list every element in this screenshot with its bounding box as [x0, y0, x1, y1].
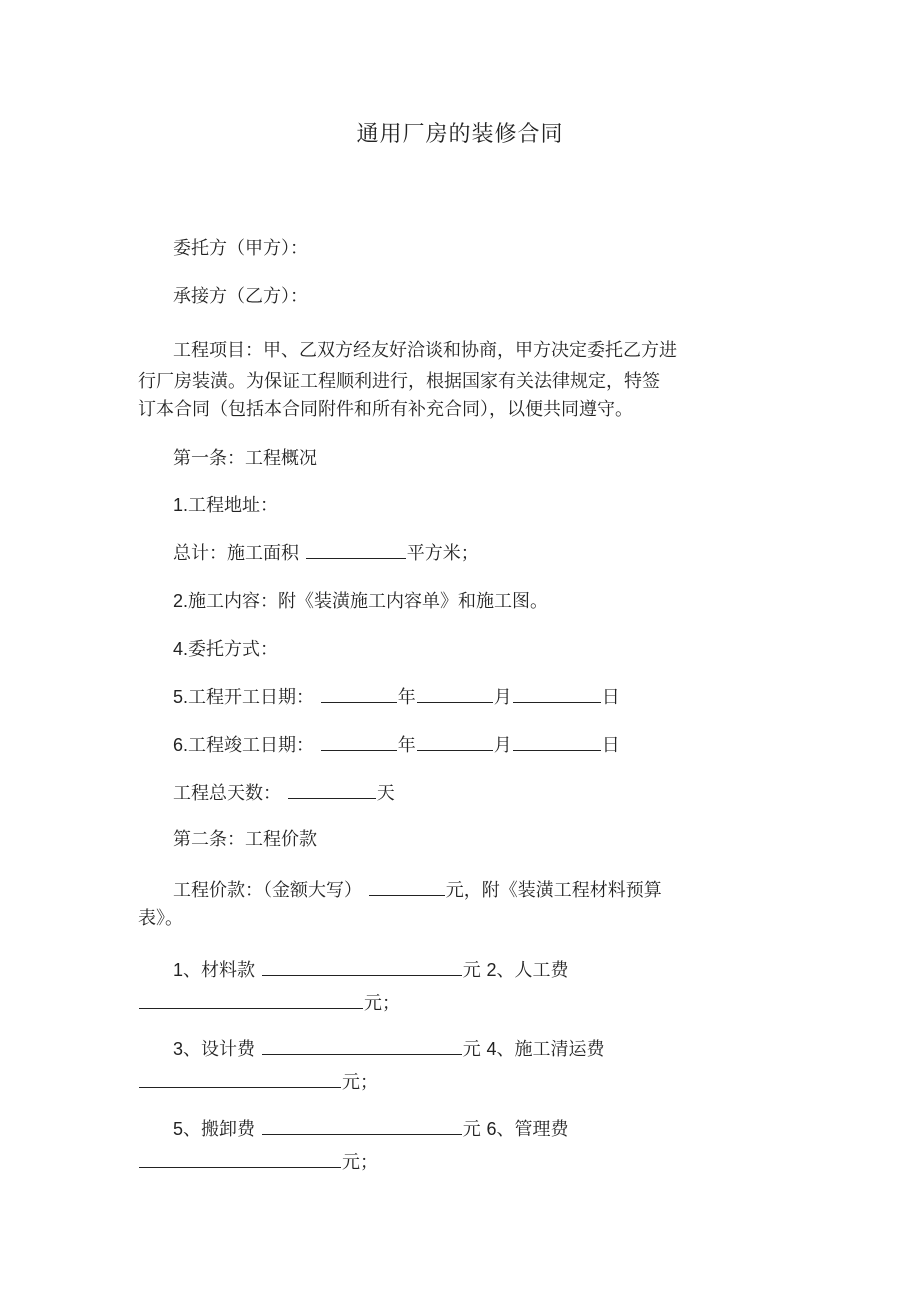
end-year-blank[interactable]	[321, 732, 397, 751]
fee-line-6	[138, 1149, 378, 1175]
area-line	[173, 540, 479, 566]
intro-line-1: 工程项目：甲、乙双方经友好洽谈和协商，甲方决定委托乙方进	[173, 340, 677, 361]
content-number: 2.	[173, 591, 189, 611]
fee-1-unit: 元	[462, 960, 481, 981]
fee-2-number: 2	[486, 960, 497, 980]
method-label: 委托方式：	[188, 639, 279, 660]
fee-line-3	[173, 1036, 605, 1062]
fee-6-label: 、管理费	[496, 1119, 569, 1140]
fee-5-number: 5	[173, 1119, 184, 1139]
address-label: 工程地址：	[188, 495, 279, 516]
area-label: 总计：施工面积	[173, 543, 299, 564]
start-month-label: 月	[493, 687, 512, 708]
fee-6-blank[interactable]	[139, 1149, 341, 1168]
price-line-cont: 表》。	[138, 908, 183, 929]
total-days-label: 工程总天数：	[173, 783, 281, 804]
fee-3-label: 、设计费	[183, 1039, 256, 1060]
fee-3-number: 3	[173, 1039, 184, 1059]
method-number: 4.	[173, 639, 189, 659]
end-year-label: 年	[397, 735, 416, 756]
method-line	[173, 637, 278, 662]
fee-line-5	[173, 1116, 569, 1142]
fee-4-unit: 元；	[342, 1072, 378, 1093]
fee-1-blank[interactable]	[262, 957, 462, 976]
fee-line-1	[173, 957, 569, 983]
fee-line-2	[138, 990, 400, 1016]
end-month-label: 月	[493, 735, 512, 756]
fee-6-number: 6	[486, 1119, 497, 1139]
fee-6-unit: 元；	[342, 1152, 378, 1173]
fee-5-unit: 元	[462, 1119, 481, 1140]
total-days-line	[173, 780, 395, 806]
end-day-label: 日	[601, 735, 620, 756]
start-year-blank[interactable]	[321, 684, 397, 703]
end-date-line	[173, 732, 620, 758]
party-a-line: 委托方（甲方）：	[173, 238, 308, 259]
start-number: 5.	[173, 687, 189, 707]
fee-2-label: 、人工费	[496, 960, 569, 981]
start-day-label: 日	[601, 687, 620, 708]
fee-2-unit: 元；	[364, 993, 400, 1014]
total-days-blank[interactable]	[288, 780, 376, 799]
start-label: 工程开工日期：	[188, 687, 315, 708]
price-label: 工程价款：（金额大写）	[173, 880, 362, 901]
price-line	[173, 877, 662, 903]
address-number: 1.	[173, 495, 189, 515]
end-day-blank[interactable]	[513, 732, 601, 751]
fee-1-label: 、材料款	[183, 960, 256, 981]
article-1-heading: 第一条：工程概况	[173, 448, 317, 469]
price-blank[interactable]	[369, 877, 445, 896]
end-number: 6.	[173, 735, 189, 755]
fee-3-unit: 元	[462, 1039, 481, 1060]
fee-5-label: 、搬卸费	[183, 1119, 256, 1140]
article-2-heading: 第二条：工程价款	[173, 829, 317, 850]
party-b-line: 承接方（乙方）：	[173, 286, 308, 307]
fee-1-number: 1	[173, 960, 184, 980]
start-date-line	[173, 684, 620, 710]
fee-3-blank[interactable]	[262, 1036, 462, 1055]
total-days-unit: 天	[376, 783, 395, 804]
price-suffix: 元，附《装潢工程材料预算	[445, 880, 662, 901]
end-label: 工程竣工日期：	[188, 735, 315, 756]
fee-4-label: 、施工清运费	[496, 1039, 605, 1060]
fee-line-4	[138, 1069, 378, 1095]
document-title: 通用厂房的装修合同	[356, 122, 564, 147]
fee-2-blank[interactable]	[139, 990, 363, 1009]
fee-5-blank[interactable]	[262, 1116, 462, 1135]
area-unit: 平方米；	[406, 543, 479, 564]
intro-line-2: 行厂房装潢。为保证工程顺利进行，根据国家有关法律规定，特签	[138, 371, 660, 392]
area-blank[interactable]	[306, 540, 406, 559]
content-text: 施工内容：附《装潢施工内容单》和施工图。	[188, 591, 549, 612]
start-month-blank[interactable]	[417, 684, 493, 703]
start-year-label: 年	[397, 687, 416, 708]
fee-4-blank[interactable]	[139, 1069, 341, 1088]
end-month-blank[interactable]	[417, 732, 493, 751]
intro-line-3: 订本合同（包括本合同附件和所有补充合同），以便共同遵守。	[138, 399, 633, 420]
content-line	[173, 589, 548, 614]
start-day-blank[interactable]	[513, 684, 601, 703]
address-line	[173, 493, 278, 518]
fee-4-number: 4	[486, 1039, 497, 1059]
